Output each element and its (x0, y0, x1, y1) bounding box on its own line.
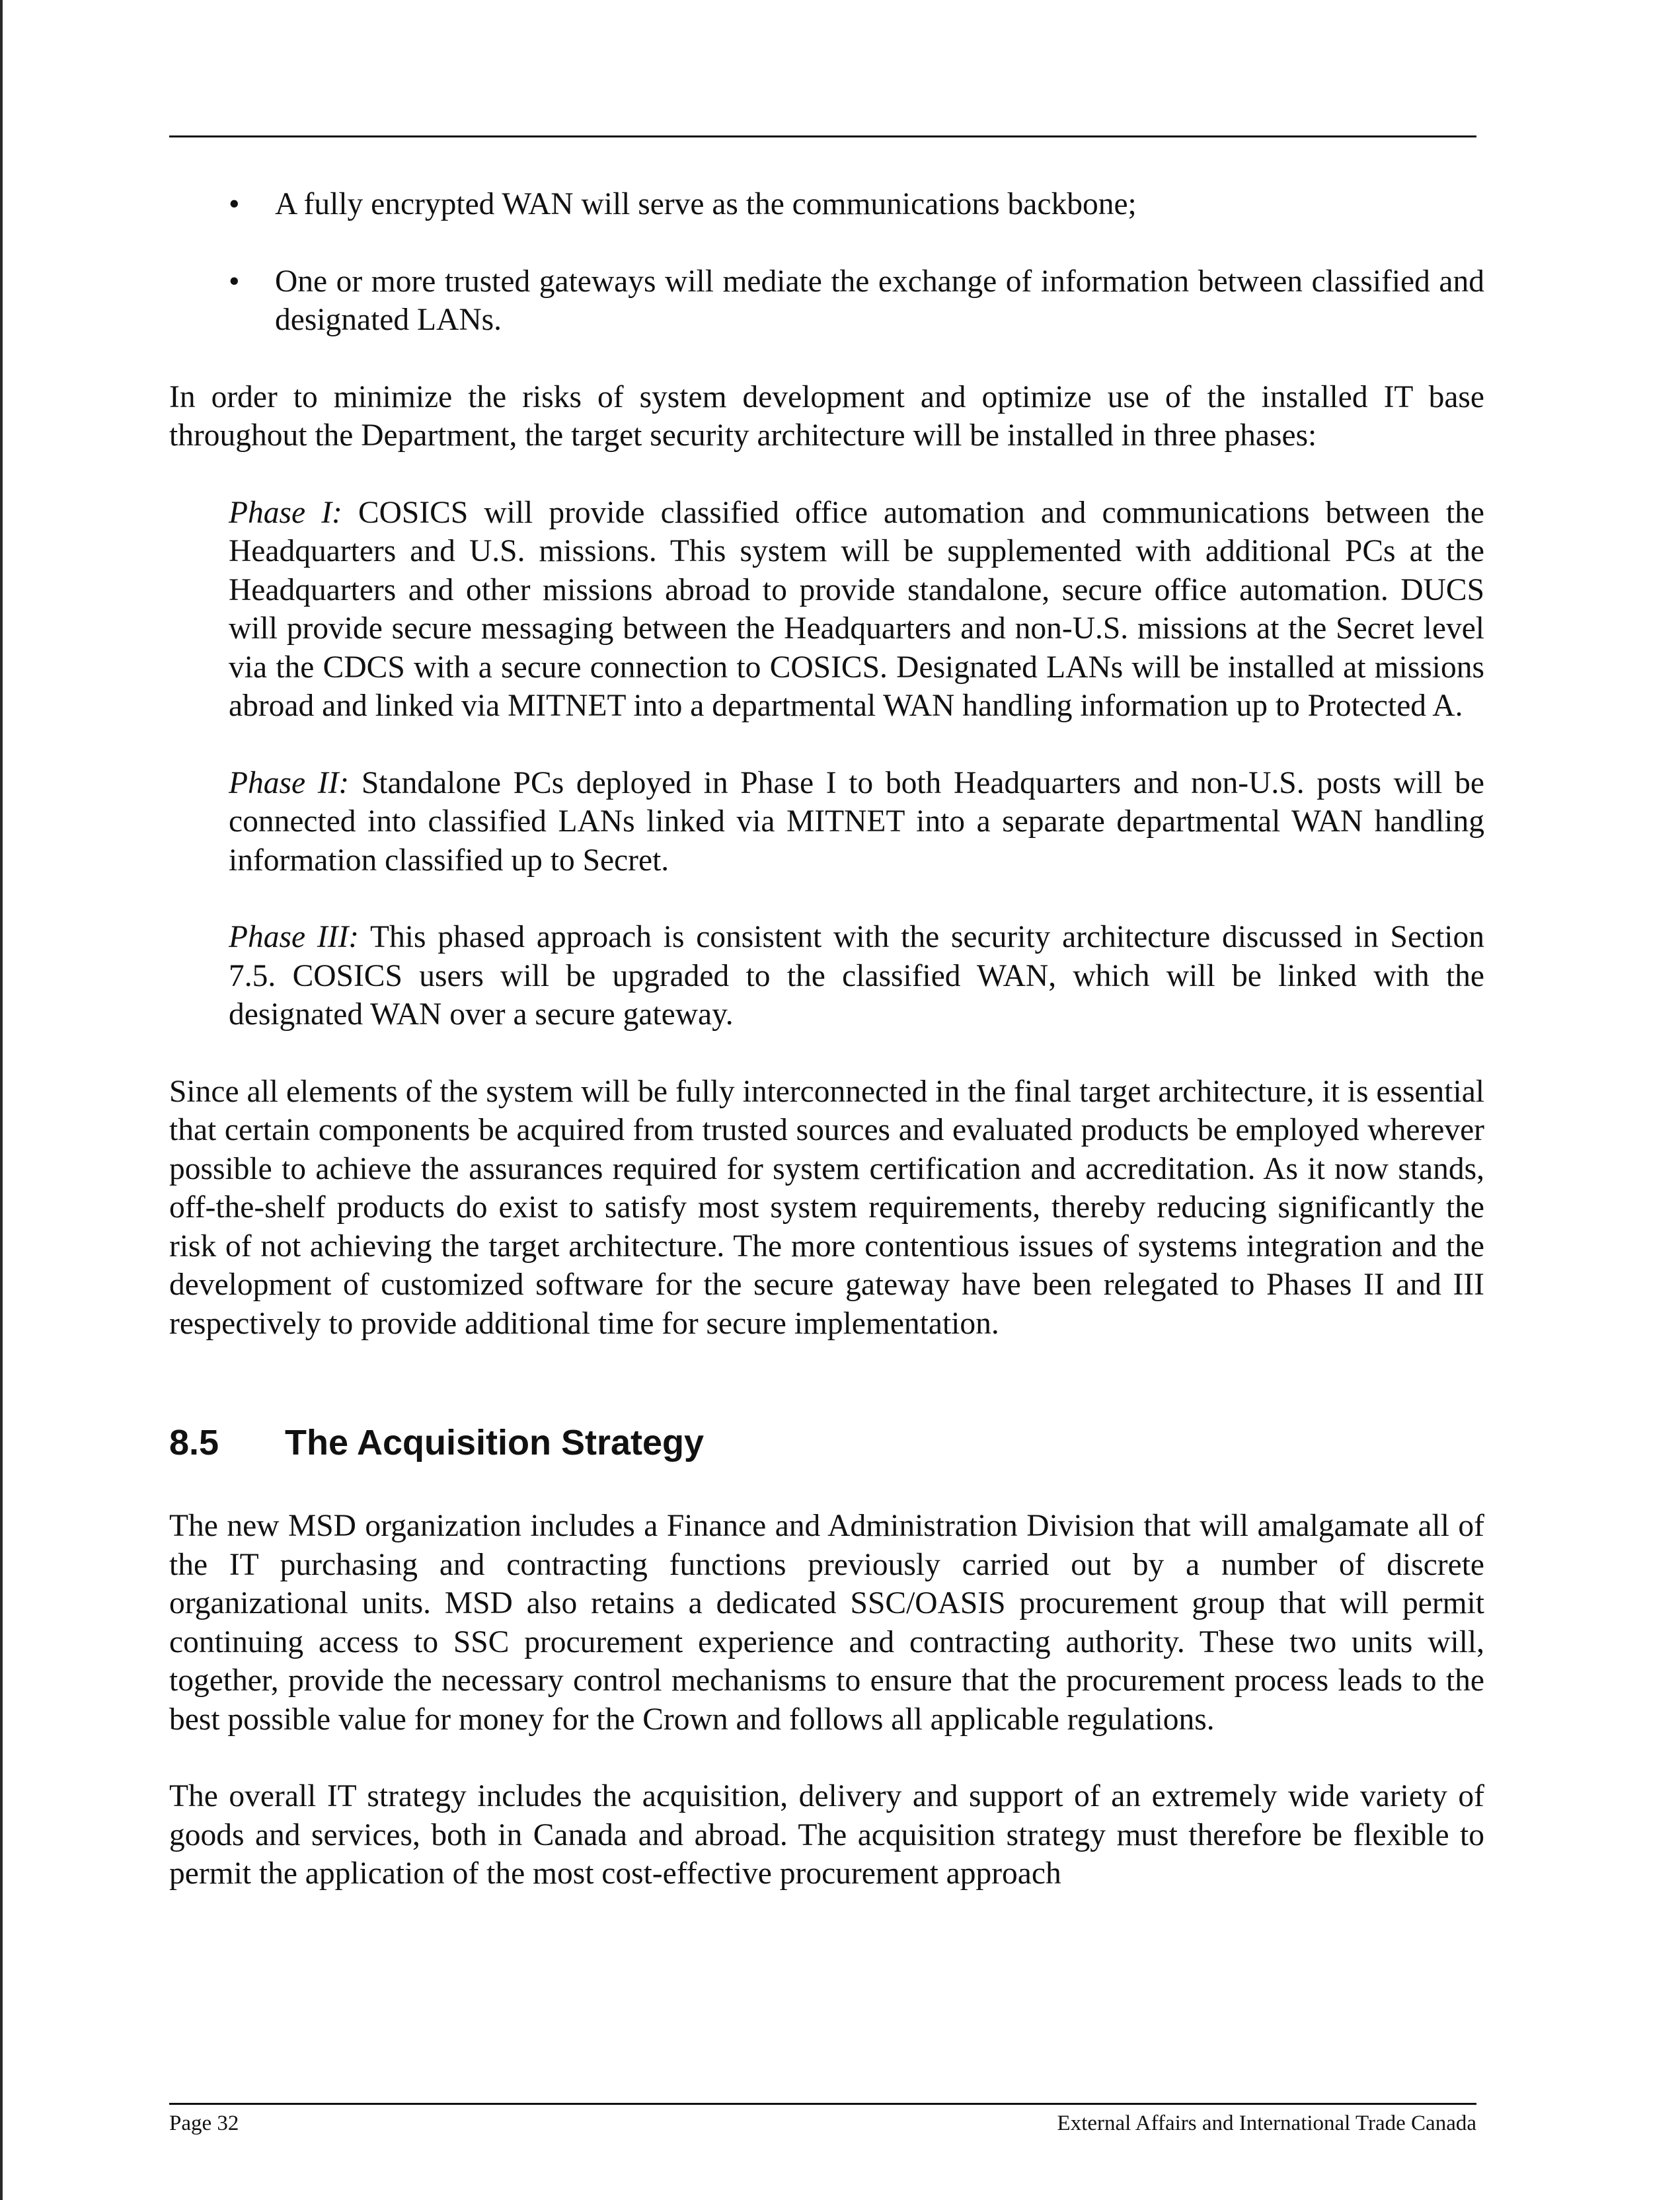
phase-paragraph (229, 764, 1484, 880)
footer-rule (169, 2103, 1476, 2105)
page-body (169, 185, 1484, 1893)
bullet-text: A fully encrypted WAN will serve as the communications backbone; (275, 187, 1137, 221)
bullet-item (169, 262, 1484, 340)
phase-text: This phased approach is consistent with the security architecture discussed in Section 7.5. COSICS users will be upgraded to the classified WAN, which will be linked with the designated WAN over a secure gateway. (229, 920, 1484, 1032)
phase-label: Phase III: (229, 920, 360, 954)
intro-paragraph: In order to minimize the risks of system development and optimize use of the installed IT base throughout the Department, the target security architecture will be installed in three phases: (169, 379, 1484, 453)
scan-left-edge (0, 0, 3, 2200)
phase-label: Phase I: (229, 495, 342, 530)
target-architecture-paragraph: Since all elements of the system will be fully interconnected in the final target architecture, it is essential that certain components be acquired from trusted sources and evaluated products be employed wherever possible to achieve the assurances required for system certification and accreditation. As it now stands, off-the-shelf products do exist to satisfy most system requirements, thereby reducing significantly the risk of not achieving the target architecture. The more contentious issues of systems integration and the development of customized software for the secure gateway have been relegated to Phases II and III respectively to provide additional time for secure implementation. (169, 1074, 1484, 1341)
bullet-text: One or more trusted gateways will mediate the exchange of information between classified and designated LANs. (275, 264, 1484, 337)
footer-organization: External Affairs and International Trade Canada (1057, 2111, 1476, 2135)
section-heading (169, 1422, 1484, 1463)
phase-paragraph (229, 918, 1484, 1034)
bullet-icon: • (229, 264, 240, 299)
phase-text: COSICS will provide classified office automation and communications between the Headquarters and U.S. missions. This system will be supplemented with additional PCs at the Headquarters and other missions abroad to provide standalone, secure office automation. DUCS will provide secure messaging between the Headquarters and non-U.S. missions at the Secret level via the CDCS with a secure connection to COSICS. Designated LANs will be installed at missions abroad and linked via MITNET into a departmental WAN handling information up to Protected A. (229, 495, 1484, 723)
phase-text: Standalone PCs deployed in Phase I to both Headquarters and non-U.S. posts will be connected into classified LANs linked via MITNET into a separate departmental WAN handling information classified up to Secret. (229, 765, 1484, 878)
header-rule (169, 135, 1476, 137)
section-paragraph: The overall IT strategy includes the acquisition, delivery and support of an extremely wide variety of goods and services, both in Canada and abroad. The acquisition strategy must therefore be flexible to permit the application of the most cost-effective procurement approach (169, 1779, 1484, 1891)
section-number: 8.5 (169, 1423, 219, 1462)
section-title: The Acquisition Strategy (285, 1423, 705, 1462)
bullet-item (169, 185, 1484, 224)
phase-paragraph (229, 494, 1484, 726)
bullet-icon: • (229, 187, 240, 221)
section-paragraph: The new MSD organization includes a Finance and Administration Division that will amalgamate all of the IT purchasing and contracting functions previously carried out by a number of discrete organizational units. MSD also retains a dedicated SSC/OASIS procurement group that will permit continuing access to SSC procurement experience and contracting authority. These two units will, together, provide the necessary control mechanisms to ensure that the procurement process leads to the best possible value for money for the Crown and follows all applicable regulations. (169, 1509, 1484, 1737)
phase-label: Phase II: (229, 765, 350, 800)
page-number: Page 32 (169, 2111, 239, 2135)
